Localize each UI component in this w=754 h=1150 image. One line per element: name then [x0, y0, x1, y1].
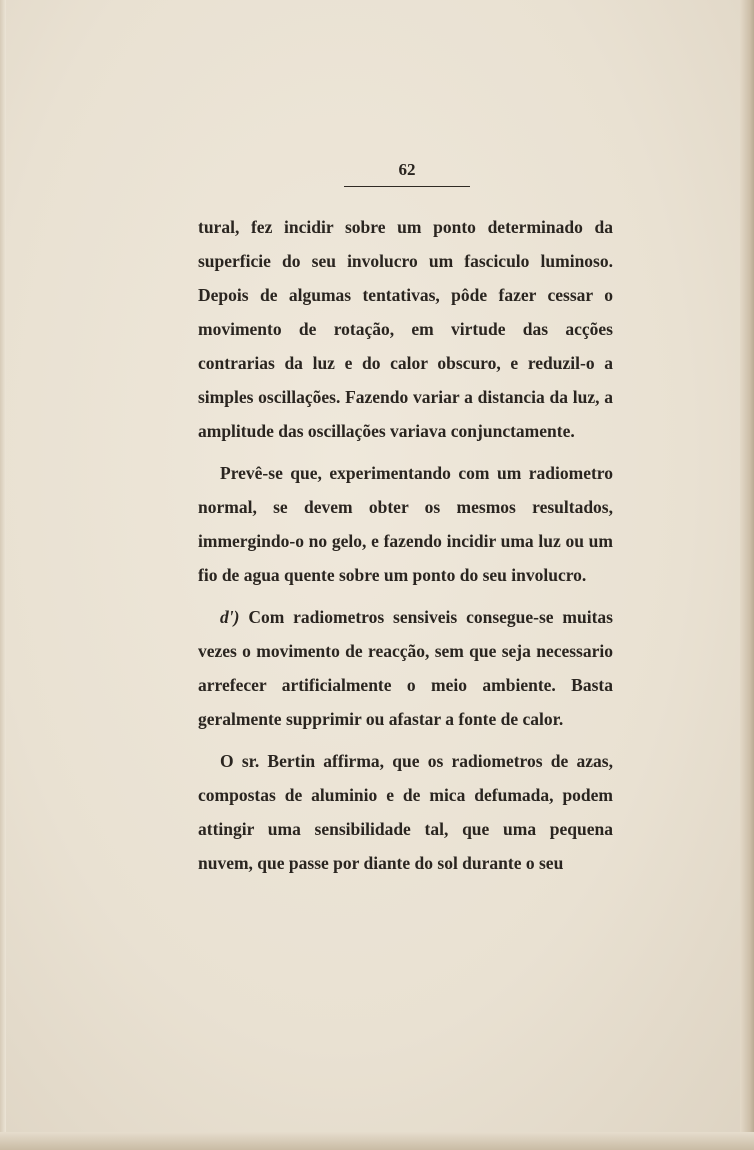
paragraph-3 — [198, 600, 613, 736]
body-text — [198, 210, 613, 880]
paragraph-2-text: Prevê-se que, experimentando com um radiometro normal, se devem obter os mesmos resultados, immergindo-o no gelo, e fazendo incidir uma luz ou um fio de agua quente sobre um ponto do seu involucro. — [198, 463, 613, 585]
paragraph-4 — [198, 744, 613, 880]
page-bottom-edge — [0, 1132, 754, 1150]
paragraph-2 — [198, 456, 613, 592]
paragraph-4-text: O sr. Bertin affirma, que os radiometros de azas, compostas de aluminio e de mica defumada, podem attingir uma sensibilidade tal, que uma pequena nuvem, que passe por diante do sol durante o seu — [198, 751, 613, 873]
page-right-edge — [740, 0, 754, 1150]
header-rule — [344, 186, 470, 187]
page-left-edge — [0, 0, 6, 1150]
paragraph-1-text: tural, fez incidir sobre um ponto determinado da superficie do seu involucro um fasciculo luminoso. Depois de algumas tentativas, pôde fazer cessar o movimento de rotação, em virtude das acções contrarias da luz e do calor obscuro, e reduzil-o a simples oscillações. Fazendo variar a distancia da luz, a amplitude das oscillações variava conjunctamente. — [198, 217, 613, 441]
paragraph-1 — [198, 210, 613, 448]
paragraph-3-text: Com radiometros sensiveis consegue-se muitas vezes o movimento de reacção, sem que seja necessario arrefecer artificialmente o meio ambiente. Basta geralmente supprimir ou afastar a fonte de calor. — [198, 607, 613, 729]
paragraph-3-label: d') — [220, 607, 240, 627]
page-number: 62 — [398, 160, 416, 179]
